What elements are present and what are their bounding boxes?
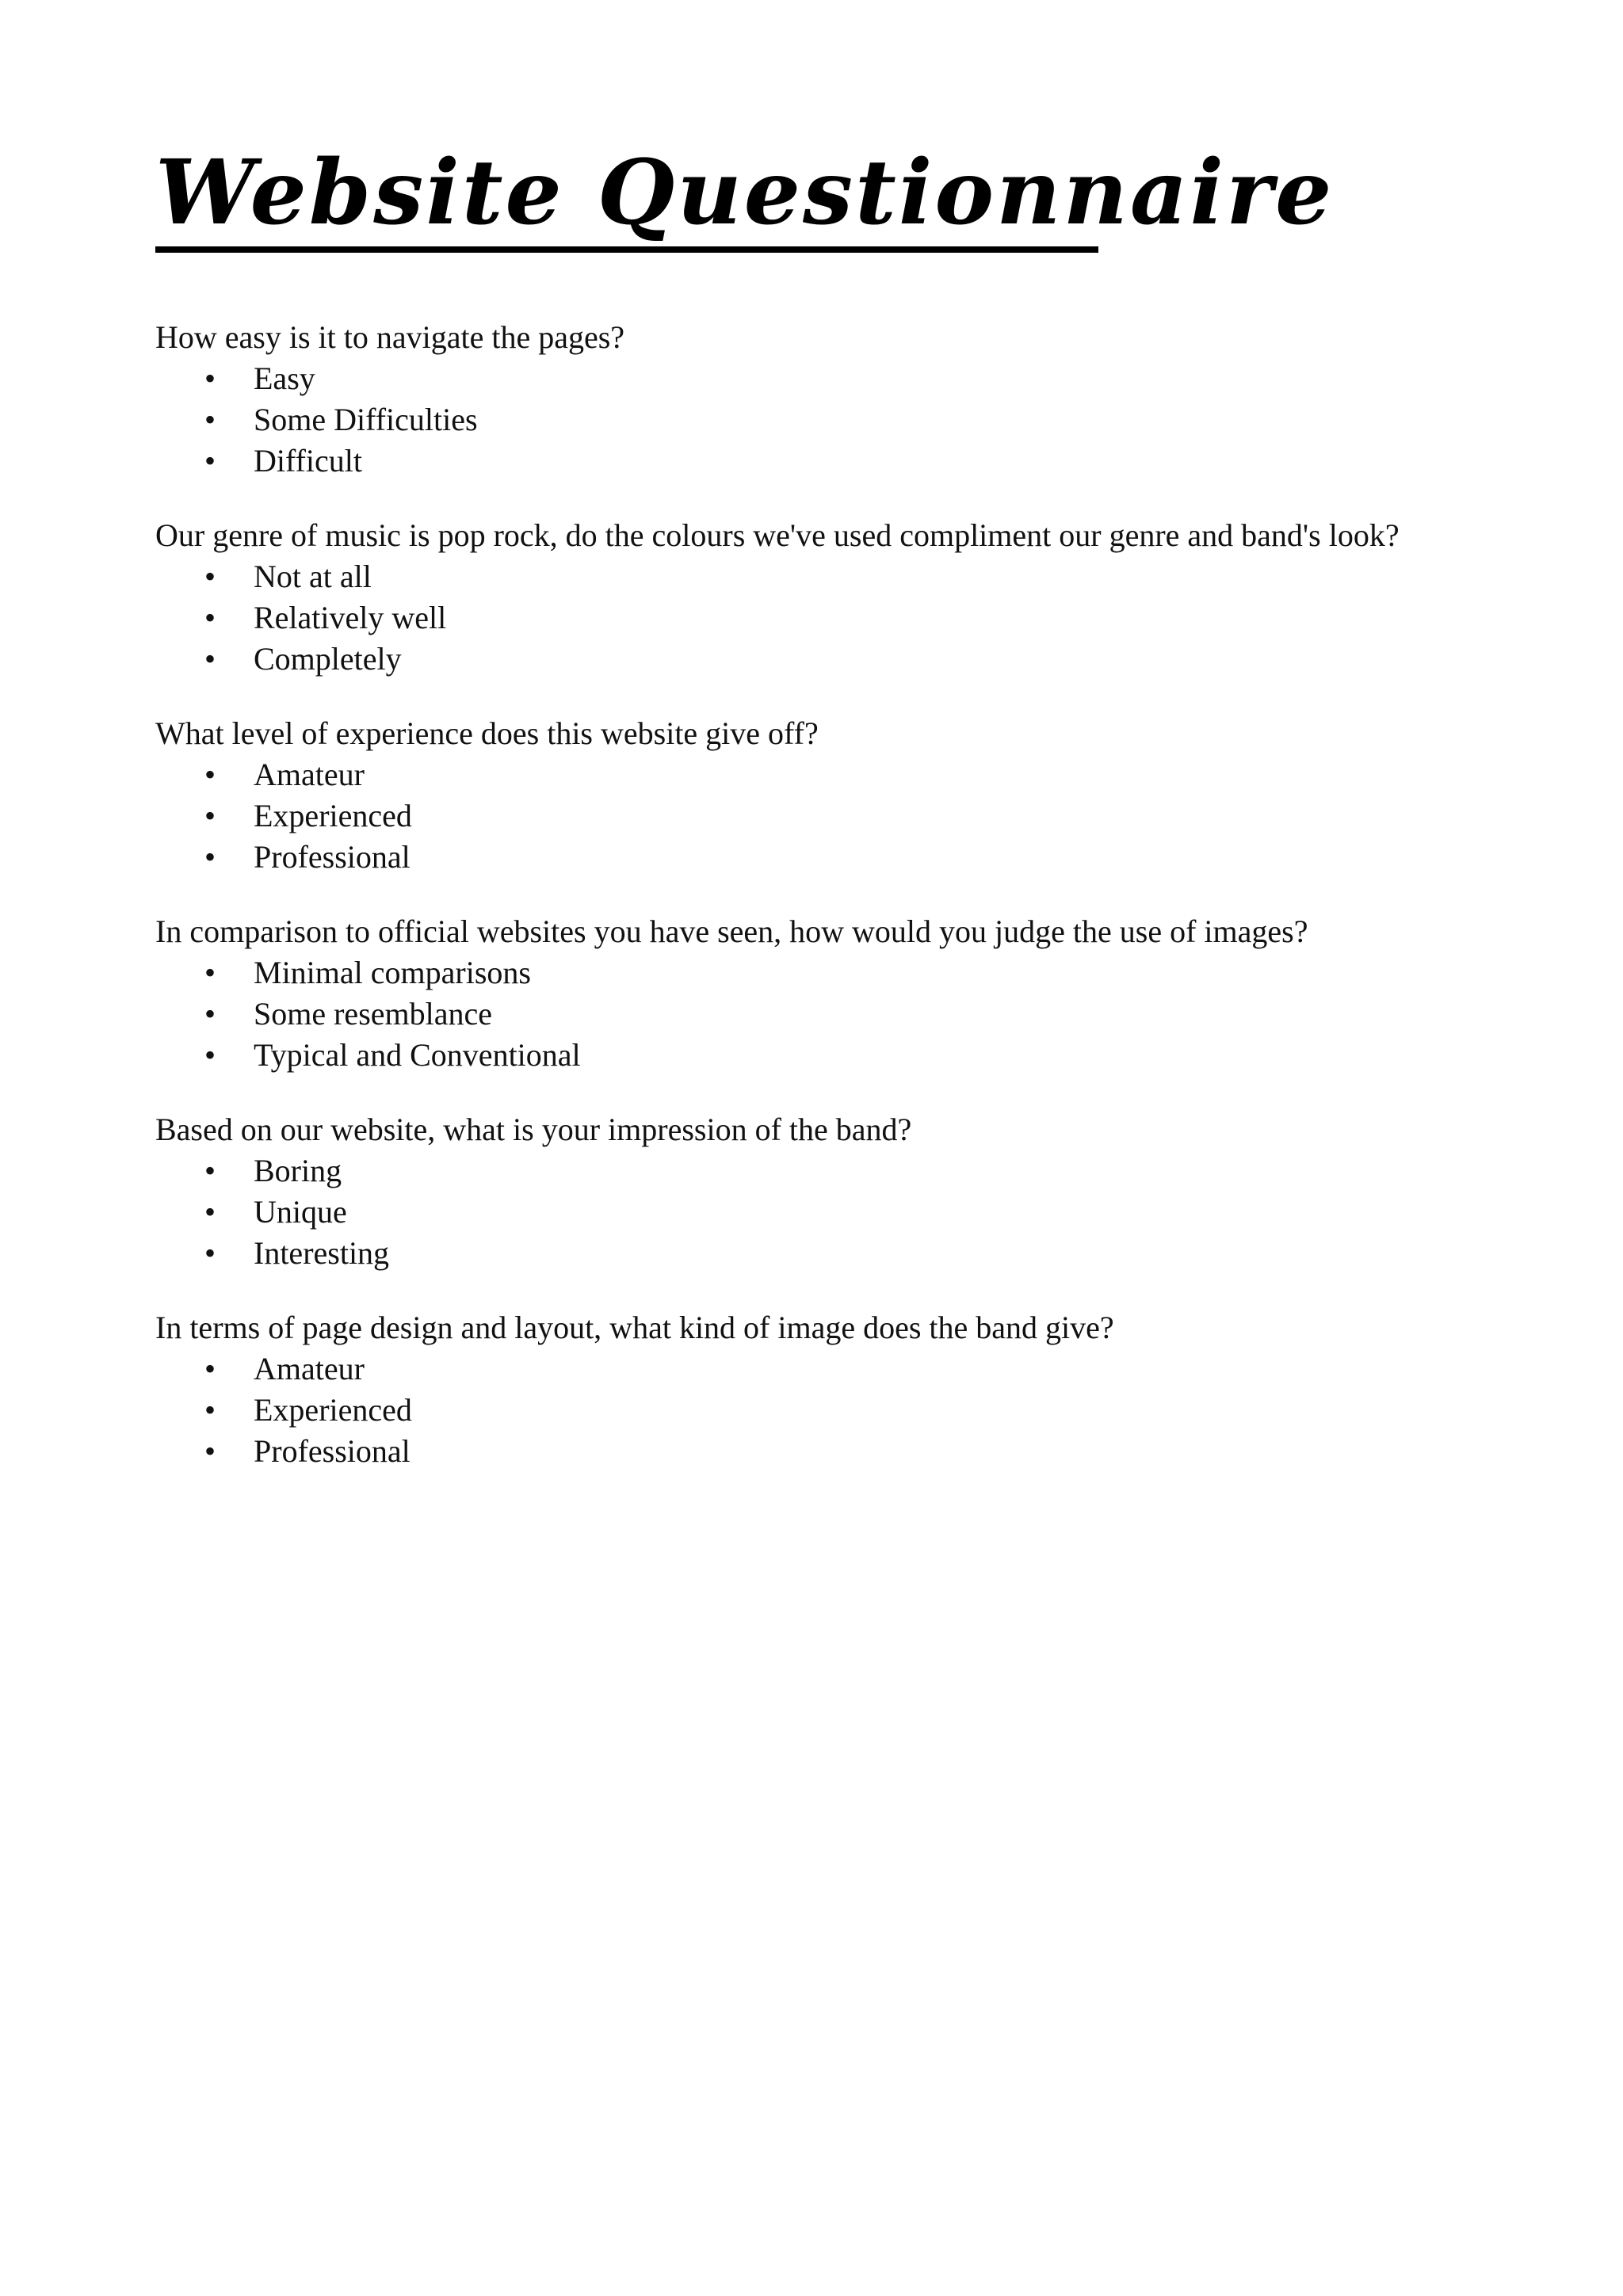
option-label: Amateur — [254, 1351, 365, 1386]
question-2-text: Our genre of music is pop rock, do the colours we've used compliment our genre and band's look? — [155, 517, 1400, 553]
question-5 — [155, 1109, 1503, 1274]
bullet-icon: • — [204, 1351, 216, 1386]
option-label: Easy — [254, 360, 315, 396]
bullet-icon: • — [204, 1235, 216, 1271]
option-item — [155, 952, 1503, 994]
option-item — [155, 1150, 1503, 1192]
question-1-options — [155, 358, 1503, 482]
option-label: Some Difficulties — [254, 402, 478, 437]
option-label: Completely — [254, 641, 402, 677]
question-3-text: What level of experience does this website give off? — [155, 715, 819, 751]
option-label: Boring — [254, 1153, 342, 1188]
option-item — [155, 556, 1503, 597]
bullet-icon: • — [204, 402, 216, 437]
question-4-options — [155, 952, 1503, 1076]
bullet-icon: • — [204, 1392, 216, 1428]
option-item — [155, 1390, 1503, 1431]
option-label: Difficult — [254, 443, 363, 479]
option-label: Some resemblance — [254, 996, 492, 1032]
question-4-text: In comparison to official websites you have seen, how would you judge the use of images? — [155, 913, 1308, 949]
bullet-icon: • — [204, 360, 216, 396]
option-item — [155, 837, 1503, 878]
option-item — [155, 754, 1503, 795]
option-label: Typical and Conventional — [254, 1037, 581, 1073]
title-underline — [155, 246, 1098, 253]
question-1 — [155, 317, 1503, 482]
option-item — [155, 358, 1503, 399]
question-6-text: In terms of page design and layout, what kind of image does the band give? — [155, 1310, 1114, 1345]
question-4 — [155, 911, 1503, 1076]
question-6-options — [155, 1348, 1503, 1472]
option-item — [155, 597, 1503, 639]
page-title: Website Questionnaire — [155, 141, 1335, 245]
option-label: Interesting — [254, 1235, 390, 1271]
question-3-options — [155, 754, 1503, 878]
bullet-icon: • — [204, 1433, 216, 1469]
question-3 — [155, 713, 1503, 878]
question-1-text: How easy is it to navigate the pages? — [155, 319, 625, 355]
option-item — [155, 1192, 1503, 1233]
option-item — [155, 399, 1503, 441]
bullet-icon: • — [204, 1153, 216, 1188]
option-item — [155, 1035, 1503, 1076]
question-6 — [155, 1307, 1503, 1472]
bullet-icon: • — [204, 1194, 216, 1230]
option-item — [155, 795, 1503, 837]
bullet-icon: • — [204, 955, 216, 990]
bullet-icon: • — [204, 1037, 216, 1073]
bullet-icon: • — [204, 839, 216, 875]
option-item — [155, 994, 1503, 1035]
option-label: Unique — [254, 1194, 347, 1230]
bullet-icon: • — [204, 798, 216, 833]
option-label: Minimal comparisons — [254, 955, 531, 990]
bullet-icon: • — [204, 757, 216, 792]
question-5-text: Based on our website, what is your impression of the band? — [155, 1112, 912, 1147]
option-label: Experienced — [254, 1392, 412, 1428]
bullet-icon: • — [204, 641, 216, 677]
option-item — [155, 639, 1503, 680]
option-label: Professional — [254, 839, 411, 875]
option-label: Relatively well — [254, 600, 447, 635]
question-5-options — [155, 1150, 1503, 1274]
option-item — [155, 1233, 1503, 1274]
option-item — [155, 441, 1503, 482]
option-label: Experienced — [254, 798, 412, 833]
option-item — [155, 1431, 1503, 1472]
option-label: Amateur — [254, 757, 365, 792]
question-2 — [155, 515, 1503, 680]
bullet-icon: • — [204, 443, 216, 479]
bullet-icon: • — [204, 600, 216, 635]
option-item — [155, 1348, 1503, 1390]
bullet-icon: • — [204, 996, 216, 1032]
option-label: Not at all — [254, 559, 372, 594]
bullet-icon: • — [204, 559, 216, 594]
option-label: Professional — [254, 1433, 411, 1469]
question-2-options — [155, 556, 1503, 680]
